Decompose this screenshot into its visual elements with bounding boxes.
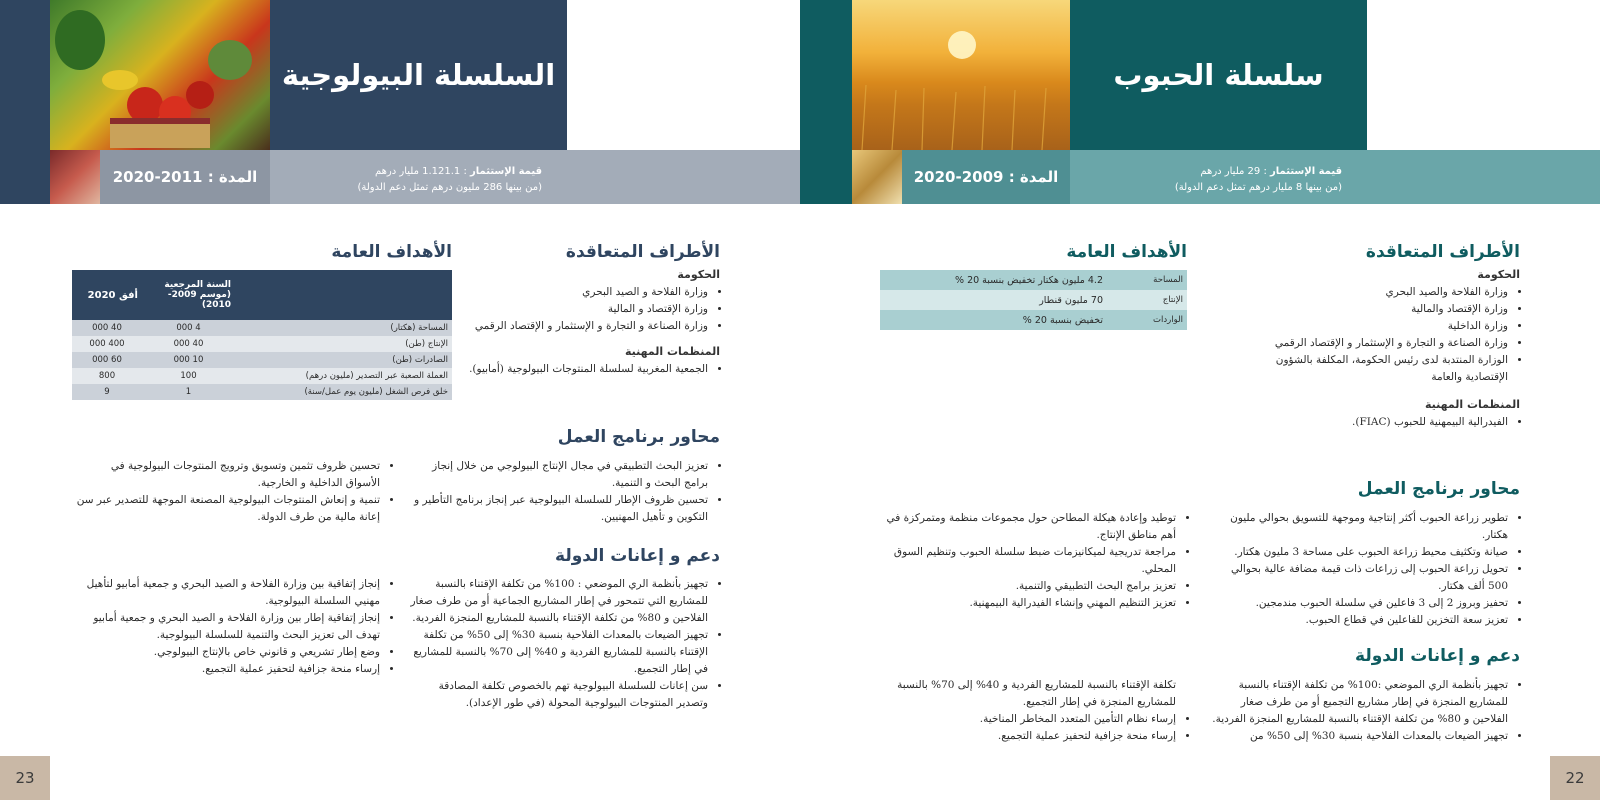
grain-thumbnail: [852, 150, 902, 204]
list-item: • وزارة الإقتصاد والمالية: [1268, 301, 1508, 318]
right-investment: [1070, 164, 1342, 196]
right-title-block: [1070, 0, 1367, 150]
right-parties-title: الأطراف المتعاقدة: [1365, 242, 1520, 262]
right-parties-section: [1268, 242, 1520, 431]
list-item: • تعزيز برامج البحث التطبيقي والتنمية.: [876, 578, 1176, 595]
list-item: • الجمعية المغربية لسلسلة المنتوجات البيولوجية (أمابيو).: [462, 361, 708, 378]
left-support-left-col: [75, 576, 392, 678]
left-period-box: [100, 150, 270, 204]
list-item: • تجهيز بأنظمة الري الموضعي : 100% من تكلفة الإقتناء بالنسبة للمشاريع التي تتمحور في إطار المشاريع الجماعية أو من طرف صغار الفلاحين و 80% من تكلفة الإقتناء بالنسبة للمشاريع المنجزة الفردية.: [408, 576, 708, 627]
table-cell-label: الإنتاج (طن): [405, 339, 448, 349]
list-item: • وزارة الصناعة و التجارة و الإستثمار و الإقتصاد الرقمي: [462, 318, 708, 335]
list-item: • الوزارة المنتدبة لدى رئيس الحكومة، المكلفة بالشؤون الإقتصادية والعامة: [1268, 352, 1508, 386]
table-cell-ref: 10 000: [173, 355, 204, 365]
list-item: • صيانة وتكثيف محيط زراعة الحبوب على مساحة 3 مليون هكتار.: [1208, 544, 1508, 561]
table-cell-target: 9: [104, 387, 110, 397]
table-cell-label: خلق فرص الشغل (مليون يوم عمل/سنة): [304, 387, 448, 397]
left-program-left-col: [75, 458, 392, 526]
table-header-ref: السنة المرجعية (موسم 2009-2010): [164, 280, 231, 310]
right-band-stripe: [800, 150, 852, 204]
list-item: • تعزيز البحث التطبيقي في مجال الإنتاج البيولوجي من خلال إنجاز برامج البحث و التنمية.: [408, 458, 708, 492]
right-header-stripe: [800, 0, 852, 150]
right-goals-table: [880, 270, 1187, 330]
list-item: • وزارة الداخلية: [1268, 318, 1508, 335]
list-item: • تعزيز التنظيم المهني وإنشاء الفيدرالية البيمهنية.: [876, 595, 1176, 612]
table-cell-value: 4.2 مليون هكتار تخفيض بنسبة 20 %: [955, 274, 1103, 286]
table-cell-label: الواردات: [1153, 315, 1183, 325]
list-item: • تحفيز وبروز 2 إلى 3 فاعلين في سلسلة الحبوب مندمجين.: [1208, 595, 1508, 612]
wheat-field-image: [852, 0, 1070, 150]
table-row: [880, 310, 1187, 330]
left-investment-note: (من بينها 286 مليون درهم تمثل دعم الدولة): [357, 182, 542, 193]
left-title-block: [270, 0, 567, 150]
left-header-stripe: [0, 0, 50, 150]
table-row: [880, 270, 1187, 290]
table-row: [880, 290, 1187, 310]
table-cell-label: الإنتاج: [1162, 295, 1183, 305]
table-cell-ref: 100: [180, 371, 197, 381]
right-investment-label: قيمة الإستثمار: [1270, 166, 1342, 177]
left-period: المدة : 2011-2020: [112, 168, 258, 186]
right-program-left-col: [876, 510, 1188, 612]
left-support-title-wrap: [462, 546, 720, 566]
list-item: • تعزيز سعة التخزين للفاعلين في قطاع الحبوب.: [1208, 612, 1508, 629]
right-period-box: [902, 150, 1070, 204]
list-item: • إرساء نظام التأمين المتعدد المخاطر المناخية.: [876, 711, 1176, 728]
left-support-title: دعم و إعانات الدولة: [555, 546, 720, 566]
left-orgs-title: المنظمات المهنية: [624, 345, 720, 358]
page-number-right: 22: [1550, 756, 1600, 800]
meat-thumbnail: [50, 150, 100, 204]
list-item: • وزارة الصناعة و التجارة و الإستثمار و الإقتصاد الرقمي: [1268, 335, 1508, 352]
list-item: • إنجاز إتفاقية بين وزارة الفلاحة و الصيد البحري و جمعية أمابيو لتأهيل مهنيي السلسلة البيولوجية.: [75, 576, 380, 610]
list-item: • تحسين ظروف الإطار للسلسلة البيولوجية عبر إنجاز برنامج التأطير و التكوين و تأهيل المهنيين.: [408, 492, 708, 526]
left-parties-title: الأطراف المتعاقدة: [565, 242, 720, 262]
left-program-right-col: [408, 458, 720, 526]
table-cell-label: الصادرات (طن): [392, 355, 448, 365]
table-row: [72, 320, 452, 336]
list-item: • تحسين ظروف تثمين وتسويق وترويج المنتوجات البيولوجية في الأسواق الداخلية و الخارجية.: [75, 458, 380, 492]
list-item: • تجهيز الضيعات بالمعدات الفلاحية بنسبة 30% إلى 50% من: [1208, 728, 1508, 745]
right-goals-title: الأهداف العامة: [1066, 242, 1187, 262]
right-support-right-col: [1208, 677, 1520, 745]
table-row: [72, 384, 452, 400]
table-cell-value: تخفيض بنسبة 20 %: [1022, 314, 1103, 326]
list-item: • وزارة الفلاحة والصيد البحري: [1268, 284, 1508, 301]
left-investment-value: : 1.121.1 مليار درهم: [374, 166, 467, 177]
table-row: [72, 368, 452, 384]
right-support-title: دعم و إعانات الدولة: [1355, 646, 1520, 666]
list-item: • تحويل زراعة الحبوب إلى زراعات ذات قيمة مضافة عالية بحوالي 500 ألف هكتار.: [1208, 561, 1508, 595]
list-item: • توطيد وإعادة هيكلة المطاحن حول مجموعات منظمة ومتمركزة في أهم مناطق الإنتاج.: [876, 510, 1176, 544]
table-cell-target: 40 000: [92, 323, 122, 333]
table-cell-target: 60 000: [92, 355, 122, 365]
table-cell-target: 800: [98, 371, 116, 381]
table-cell-ref: 40 000: [173, 339, 204, 349]
table-cell-label: العملة الصعبة عبر التصدير (مليون درهم): [305, 371, 448, 381]
right-goals-section: [880, 242, 1187, 330]
right-support-title-wrap: [1268, 646, 1520, 666]
left-program-title: محاور برنامج العمل: [557, 427, 720, 447]
list-item: • إرساء منحة جزافية لتحفيز عملية التجميع.: [75, 661, 380, 678]
left-goals-table: [72, 270, 452, 400]
right-period: المدة : 2009-2020: [913, 168, 1059, 186]
left-page-title: السلسلة البيولوجية: [281, 58, 556, 92]
list-item: • تجهيز الضيعات بالمعدات الفلاحية بنسبة 30% إلى 50% من تكلفة الإقتناء بالنسبة للمشاريع الفردية و 40% إلى 70% بالنسبة للمشاريع في إطار التجميع.: [408, 627, 708, 678]
table-cell-label: المساحة (هكتار): [390, 323, 448, 333]
right-orgs-title: المنظمات المهنية: [1424, 398, 1520, 411]
left-investment-label: قيمة الإستثمار: [470, 166, 542, 177]
right-government-title: الحكومة: [1477, 268, 1520, 281]
right-investment-note: (من بينها 8 مليار درهم تمثل دعم الدولة): [1174, 182, 1342, 193]
table-header-horizon: أفق 2020: [87, 289, 138, 301]
list-item: • تجهيز بأنظمة الري الموضعي :100% من تكلفة الإقتناء بالنسبة للمشاريع المنجزة في إطار مشاريع التجميع أو من طرف صغار الفلاحين و 80% من تكلفة الإقتناء بالنسبة للمشاريع المنجزة الفردية.: [1208, 677, 1508, 728]
list-item: • تنمية و إنعاش المنتوجات البيولوجية المصنعة الموجهة للتصدير عبر سن إعانة مالية من طرف الدولة.: [75, 492, 380, 526]
left-band-stripe: [0, 150, 50, 204]
table-header-empty: [235, 270, 452, 320]
left-program-title-wrap: [462, 427, 720, 447]
list-item: • الفيدرالية البيمهنية للحبوب (FIAC).: [1268, 414, 1508, 431]
table-row: [72, 336, 452, 352]
right-page-title: سلسلة الحبوب: [1113, 58, 1324, 92]
right-investment-value: : 29 مليار درهم: [1200, 166, 1267, 177]
right-program-title: محاور برنامج العمل: [1357, 479, 1520, 499]
table-cell-ref: 4 000: [176, 323, 201, 333]
left-government-title: الحكومة: [677, 268, 720, 281]
list-item: • إرساء منحة جزافية لتحفيز عملية التجميع.: [876, 728, 1176, 745]
right-program-title-wrap: [1268, 479, 1520, 499]
list-item: • سن إعانات للسلسلة البيولوجية تهم بالخصوص تكلفة المصادقة وتصدير المنتوجات البيولوجية المحولة (في طور الإعداد).: [408, 678, 708, 712]
left-goals-section: [72, 242, 452, 400]
list-item: • مراجعة تدريجية لميكانيزمات ضبط سلسلة الحبوب وتنظيم السوق المحلي.: [876, 544, 1176, 578]
left-parties-section: [462, 242, 720, 378]
list-item: • إنجاز إتفاقية إطار بين وزارة الفلاحة و الصيد البحري و جمعية أمابيو تهدف الى تعزيز البحث والتنمية للسلسلة البيولوجية.: [75, 610, 380, 644]
table-cell-ref: 1: [185, 387, 192, 397]
vegetables-image: [50, 0, 270, 150]
table-cell-label: المساحة: [1153, 275, 1183, 285]
left-investment: [270, 164, 542, 196]
continued-text: تكلفة الإقتناء بالنسبة للمشاريع الفردية و 40% إلى 70% بالنسبة للمشاريع المنجزة في إطار التجميع.: [897, 679, 1176, 708]
left-support-right-col: [408, 576, 720, 712]
table-row: [72, 352, 452, 368]
list-item: • تطوير زراعة الحبوب أكثر إنتاجية وموجهة للتسويق بحوالي مليون هكتار.: [1208, 510, 1508, 544]
right-program-right-col: [1208, 510, 1520, 629]
list-item: • وزارة الفلاحة و الصيد البحري: [462, 284, 708, 301]
table-cell-target: 400 000: [89, 339, 125, 349]
table-cell-value: 70 مليون قنطار: [1039, 294, 1103, 306]
page-number-left: 23: [0, 756, 50, 800]
list-item: • وضع إطار تشريعي و قانوني خاص بالإنتاج البيولوجي.: [75, 644, 380, 661]
left-goals-title: الأهداف العامة: [331, 242, 452, 262]
list-item: • وزارة الإقتصاد و المالية: [462, 301, 708, 318]
right-support-left-col: [876, 677, 1188, 745]
